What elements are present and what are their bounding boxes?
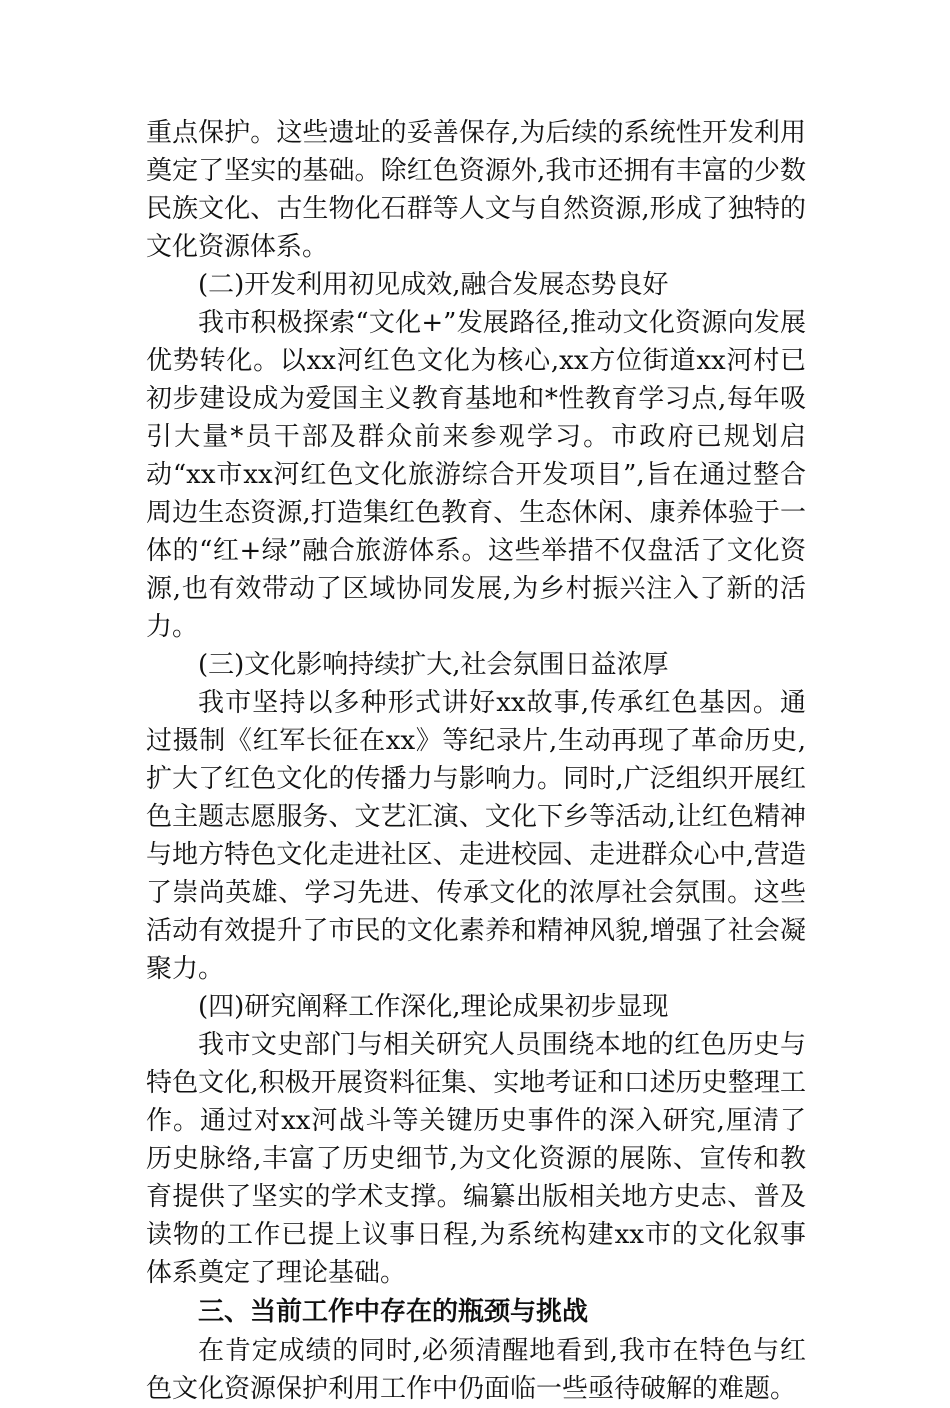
paragraph-influence: 我市坚持以多种形式讲好xx故事,传承红色基因。通过摄制《红军长征在xx》等纪录片,生动再现了革命历史,扩大了红色文化的传播力与影响力。同时,广泛组织开展红色主题志愿服务、文艺汇演、文化下乡等活动,让红色精神与地方特色文化走进社区、走进校园、走进群众心中,营造了崇尚英雄、学习先进、传承文化的浓厚社会氛围。这些活动有效提升了市民的文化素养和精神风貌,增强了社会凝聚力。 (146, 688, 806, 984)
document-body (146, 114, 806, 1408)
paragraph-challenges: 在肯定成绩的同时,必须清醒地看到,我市在特色与红色文化资源保护利用工作中仍面临一些亟待破解的难题。 (146, 1336, 806, 1404)
paragraph-continued: 重点保护。这些遗址的妥善保存,为后续的系统性开发利用奠定了坚实的基础。除红色资源外,我市还拥有丰富的少数民族文化、古生物化石群等人文与自然资源,形成了独特的文化资源体系。 (146, 118, 806, 262)
paragraph-research: 我市文史部门与相关研究人员围绕本地的红色历史与特色文化,积极开展资料征集、实地考证和口述历史整理工作。通过对xx河战斗等关键历史事件的深入研究,厘清了历史脉络,丰富了历史细节,为文化资源的展陈、宣传和教育提供了坚实的学术支撑。编纂出版相关地方史志、普及读物的工作已提上议事日程,为系统构建xx市的文化叙事体系奠定了理论基础。 (146, 1030, 806, 1288)
section-heading-3: 三、当前工作中存在的瓶颈与挑战 (198, 1297, 589, 1327)
paragraph-development: 我市积极探索“文化+”发展路径,推动文化资源向发展优势转化。以xx河红色文化为核心,xx方位街道xx河村已初步建设成为爱国主义教育基地和*性教育学习点,每年吸引大量*员干部及群众前来参观学习。市政府已规划启动“xx市xx河红色文化旅游综合开发项目”,旨在通过整合周边生态资源,打造集红色教育、生态休闲、康养体验于一体的“红+绿”融合旅游体系。这些举措不仅盘活了文化资源,也有效带动了区域协同发展,为乡村振兴注入了新的活力。 (146, 308, 806, 642)
subheading-2: (二)开发利用初见成效,融合发展态势良好 (198, 270, 669, 300)
subheading-4: (四)研究阐释工作深化,理论成果初步显现 (198, 992, 669, 1022)
subheading-3: (三)文化影响持续扩大,社会氛围日益浓厚 (198, 650, 669, 680)
